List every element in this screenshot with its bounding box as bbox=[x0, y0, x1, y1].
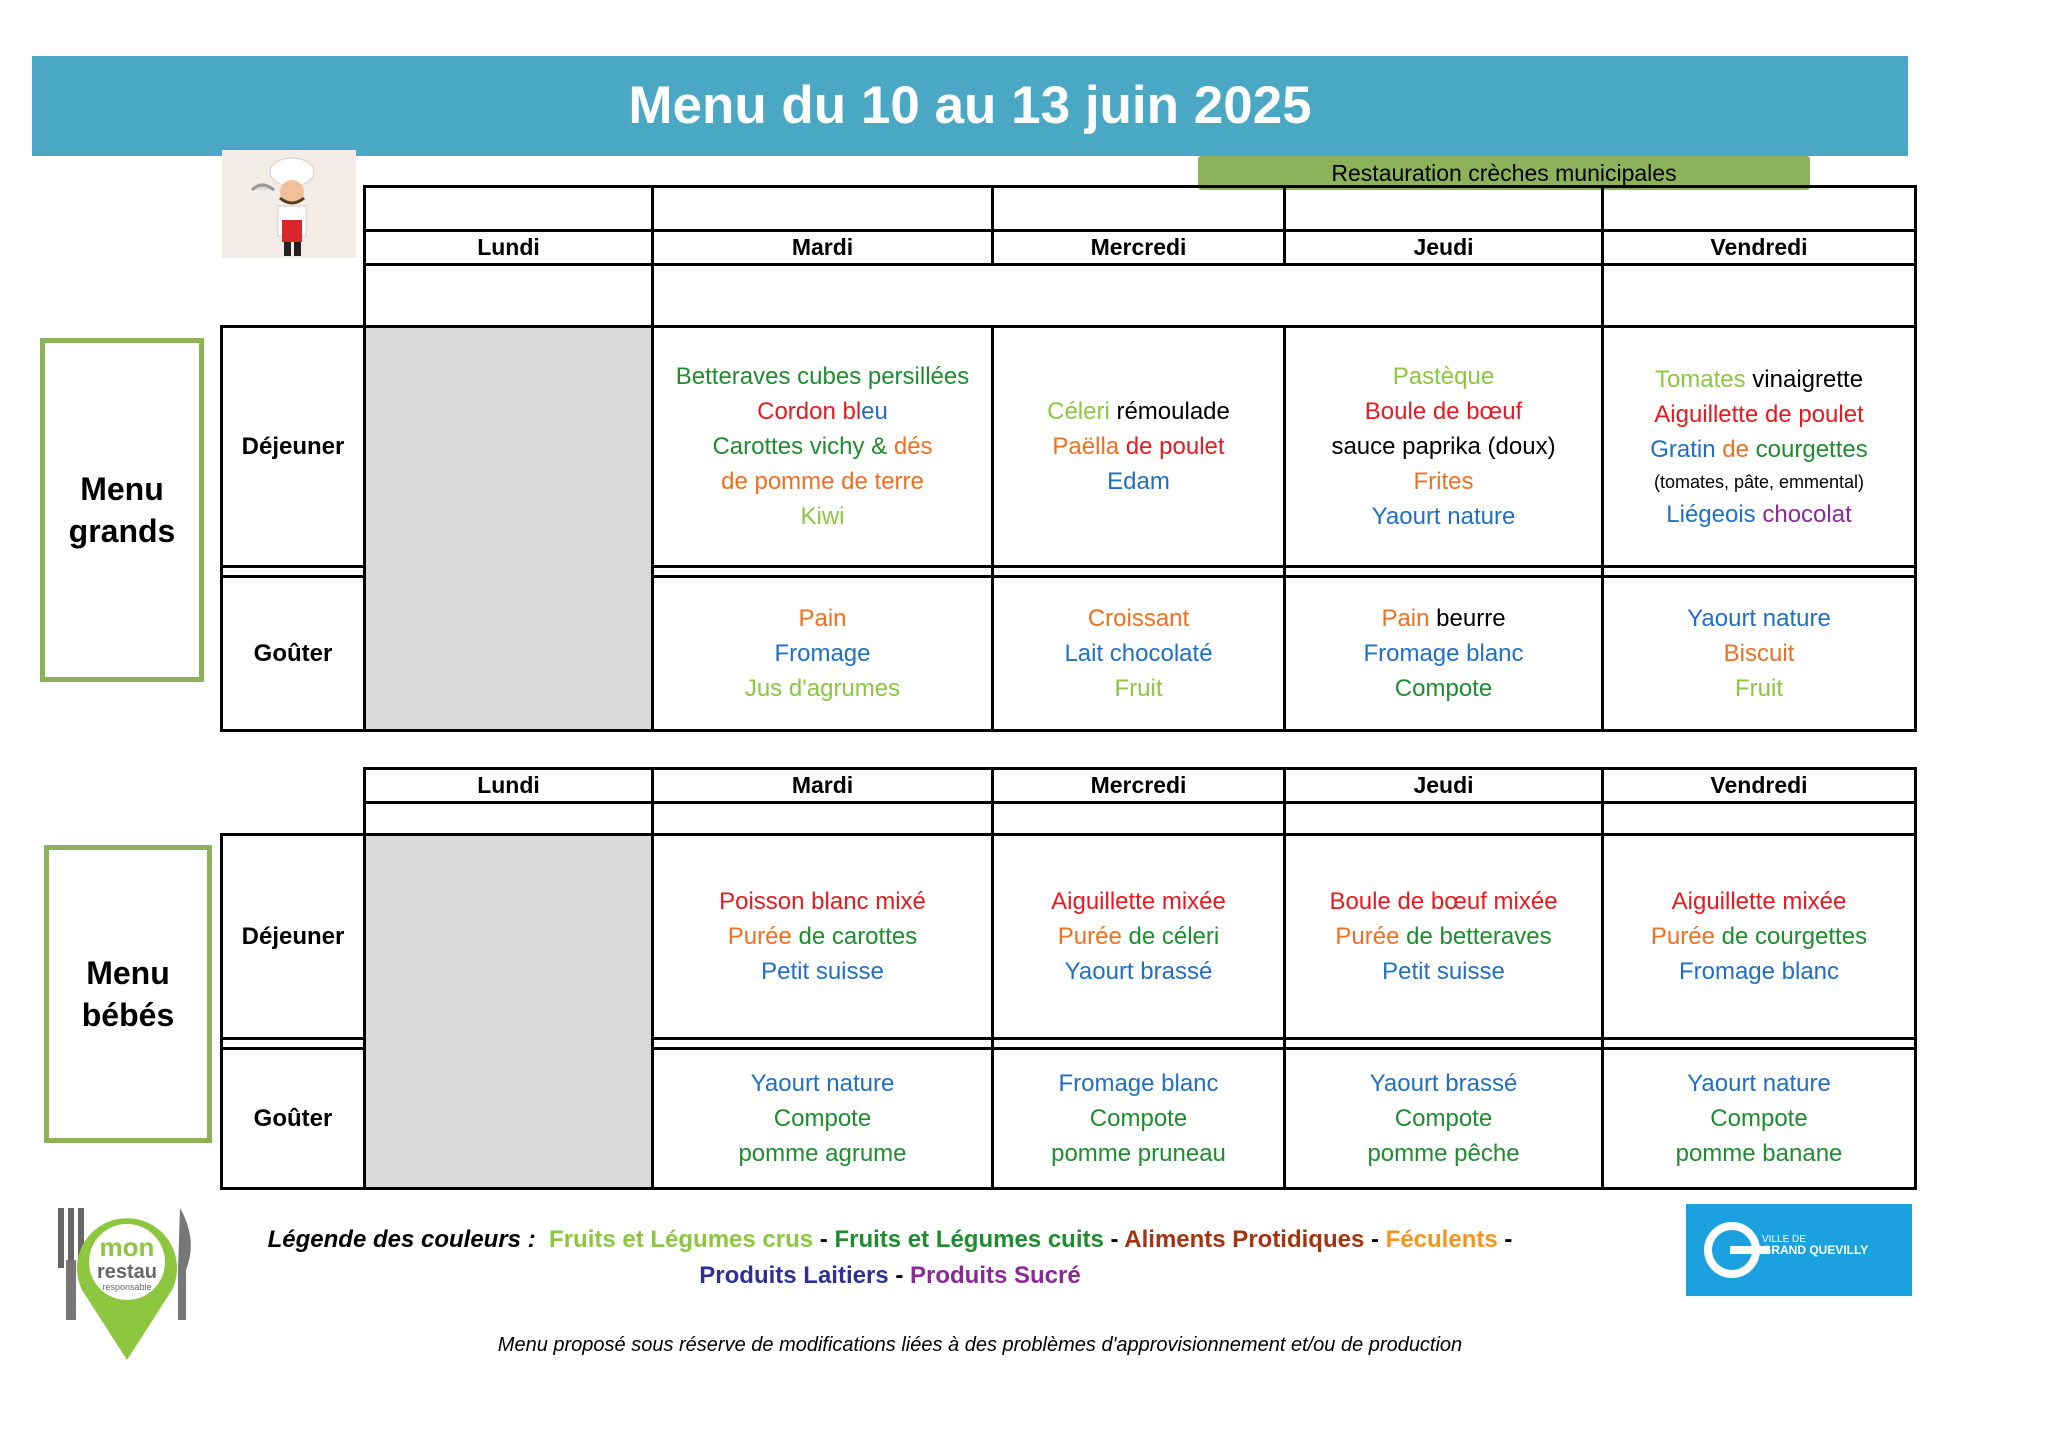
day-header: Vendredi bbox=[1603, 769, 1916, 803]
group-line-2: grands bbox=[68, 513, 176, 549]
menu-item-text: Aiguillette de poulet bbox=[1654, 400, 1864, 428]
closed-cell bbox=[365, 835, 653, 1189]
menu-item-text: Paëlla bbox=[1052, 433, 1120, 460]
menu-item-text: Yaourt brassé bbox=[1064, 958, 1213, 985]
menu-line bbox=[654, 464, 991, 499]
menu-item-text: Edam bbox=[1107, 468, 1170, 495]
day-header: Lundi bbox=[365, 231, 653, 265]
day-header: Mardi bbox=[653, 231, 993, 265]
menu-line bbox=[1604, 362, 1914, 397]
menu-line bbox=[1604, 497, 1914, 532]
mon-restau-logo bbox=[52, 1200, 202, 1370]
group-line-2: bébés bbox=[81, 997, 175, 1033]
closed-cell bbox=[365, 327, 653, 731]
menu-item-text: beurre bbox=[1429, 605, 1506, 632]
menu-item-text: Boule de bœuf bbox=[1364, 398, 1523, 425]
menu-line bbox=[654, 1136, 991, 1171]
menu-item-text: Fromage blanc bbox=[1678, 958, 1840, 985]
menu-item-text: Kiwi bbox=[800, 503, 845, 530]
menu-item-text: Poisson blanc mixé bbox=[719, 888, 926, 915]
menu-line bbox=[1604, 636, 1914, 671]
legend-sep: - bbox=[888, 1262, 910, 1289]
logo-word-restau: restau bbox=[96, 1261, 158, 1283]
menu-item-text: Yaourt nature bbox=[750, 1070, 895, 1097]
menu-line bbox=[994, 394, 1283, 429]
group-line-1: Menu bbox=[80, 471, 164, 507]
footnote: Menu proposé sous réserve de modifications liées à des problèmes d'approvisionnement et/ou de production bbox=[497, 1334, 1463, 1356]
menu-item-text: Petit suisse bbox=[1382, 958, 1505, 985]
legend-sep: - bbox=[1103, 1226, 1125, 1253]
menu-item-text: de courgettes bbox=[1714, 923, 1868, 950]
menu-item-text: Fromage blanc bbox=[1058, 1070, 1219, 1097]
menu-item-text: chocolat bbox=[1762, 500, 1852, 528]
day-header: Jeudi bbox=[1285, 231, 1603, 265]
menu-item-text: pomme pêche bbox=[1367, 1140, 1520, 1167]
menu-item-text: de carottes bbox=[791, 923, 918, 950]
menu-line bbox=[654, 394, 991, 429]
menu-line bbox=[1604, 601, 1914, 636]
menu-cell bbox=[993, 577, 1285, 731]
menu-item-text: Fromage blanc bbox=[1363, 640, 1524, 667]
menu-item-text: Betteraves cubes persillées bbox=[675, 363, 970, 390]
menu-cell bbox=[1603, 1049, 1916, 1189]
menu-item-text: courgettes bbox=[1755, 435, 1868, 463]
menu-item-text: Pain bbox=[1381, 605, 1430, 632]
logo-city-name: GRAND QUEVILLY bbox=[1762, 1243, 1869, 1257]
menu-item-text: Fruit bbox=[1735, 675, 1783, 702]
menu-line bbox=[654, 1066, 991, 1101]
logo-word-mon: mon bbox=[99, 1232, 155, 1262]
menu-cell bbox=[1285, 327, 1603, 567]
menu-line bbox=[654, 1101, 991, 1136]
menu-bebes-label bbox=[44, 845, 212, 1143]
menu-line bbox=[654, 636, 991, 671]
menu-line bbox=[1286, 429, 1601, 464]
menu-item-text: Cordon bl bbox=[757, 398, 862, 425]
menu-item-text: rémoulade bbox=[1109, 398, 1230, 425]
menu-line bbox=[654, 884, 991, 919]
menu-line bbox=[994, 884, 1283, 919]
menu-item-text: de céleri bbox=[1121, 923, 1220, 950]
menu-cell bbox=[653, 327, 993, 567]
menu-line bbox=[654, 954, 991, 989]
menu-item-text: dés bbox=[893, 433, 933, 460]
menu-cell bbox=[653, 835, 993, 1039]
menu-item-text: Compote bbox=[1089, 1105, 1188, 1132]
menu-line bbox=[994, 1136, 1283, 1171]
menu-cell bbox=[993, 327, 1285, 567]
menu-cell bbox=[653, 1049, 993, 1189]
menu-grands-label bbox=[40, 338, 204, 682]
menu-item-text: Céleri bbox=[1047, 398, 1110, 425]
menu-item-text: de poulet bbox=[1119, 433, 1225, 460]
logo-word-responsable: responsable bbox=[102, 1282, 152, 1292]
menu-cell bbox=[1603, 327, 1916, 567]
row-label-snack: Goûter bbox=[222, 1049, 365, 1189]
menu-item-text: Fromage bbox=[774, 640, 871, 667]
menu-line bbox=[1604, 467, 1914, 497]
menu-line bbox=[654, 359, 991, 394]
menu-item-text: sauce paprika (doux) bbox=[1331, 433, 1556, 460]
menu-line bbox=[1286, 954, 1601, 989]
menu-item-text: Purée bbox=[1057, 923, 1122, 950]
menu-item-text: Petit suisse bbox=[761, 958, 884, 985]
menu-item-text: de betteraves bbox=[1399, 923, 1552, 950]
legend-sep: - bbox=[1364, 1226, 1386, 1253]
menu-line bbox=[1604, 884, 1914, 919]
menu-item-text: Croissant bbox=[1087, 605, 1190, 632]
legend-raw: Fruits et Légumes crus bbox=[549, 1226, 814, 1253]
menu-item-text: Pastèque bbox=[1392, 363, 1495, 390]
menu-line bbox=[1286, 464, 1601, 499]
menu-line bbox=[1286, 884, 1601, 919]
day-header: Mercredi bbox=[993, 769, 1285, 803]
menu-item-text: Fruit bbox=[1114, 675, 1163, 702]
menu-cell bbox=[1285, 1049, 1603, 1189]
menu-grands-table bbox=[220, 185, 1917, 732]
menu-line bbox=[654, 919, 991, 954]
menu-line bbox=[994, 1066, 1283, 1101]
menu-line bbox=[1604, 1101, 1914, 1136]
menu-line bbox=[654, 601, 991, 636]
menu-line bbox=[1286, 636, 1601, 671]
day-header: Jeudi bbox=[1285, 769, 1603, 803]
menu-item-text: Liégeois bbox=[1666, 500, 1763, 528]
day-header: Mardi bbox=[653, 769, 993, 803]
legend-sep: - bbox=[813, 1226, 835, 1253]
menu-line bbox=[994, 601, 1283, 636]
legend-label: Légende des couleurs : bbox=[267, 1226, 536, 1253]
menu-cell bbox=[1285, 835, 1603, 1039]
menu-line bbox=[1286, 499, 1601, 534]
menu-cell bbox=[993, 835, 1285, 1039]
menu-bebes-table bbox=[220, 767, 1917, 1190]
menu-item-text: Compote bbox=[773, 1105, 872, 1132]
menu-item-text: Pain bbox=[798, 605, 847, 632]
menu-line bbox=[994, 429, 1283, 464]
menu-line bbox=[1604, 954, 1914, 989]
legend-cooked: Fruits et Légumes cuits bbox=[834, 1226, 1104, 1253]
menu-cell bbox=[993, 1049, 1285, 1189]
menu-line bbox=[1604, 432, 1914, 467]
day-header: Lundi bbox=[365, 769, 653, 803]
menu-line bbox=[654, 671, 991, 706]
menu-item-text: Yaourt brassé bbox=[1369, 1070, 1518, 1097]
menu-cell bbox=[1603, 835, 1916, 1039]
group-line-1: Menu bbox=[86, 955, 170, 991]
menu-item-text: pomme pruneau bbox=[1051, 1140, 1226, 1167]
menu-line bbox=[1604, 1066, 1914, 1101]
menu-line bbox=[654, 499, 991, 534]
menu-item-text: Aiguillette mixée bbox=[1671, 888, 1847, 915]
menu-line bbox=[1604, 397, 1914, 432]
grand-quevilly-logo bbox=[1686, 1204, 1912, 1296]
row-label-lunch: Déjeuner bbox=[222, 327, 365, 567]
menu-line bbox=[1286, 1136, 1601, 1171]
menu-line bbox=[1286, 1066, 1601, 1101]
menu-line bbox=[1604, 671, 1914, 706]
menu-line bbox=[994, 919, 1283, 954]
legend-protein: Aliments Protidiques bbox=[1124, 1226, 1365, 1253]
menu-line bbox=[994, 464, 1283, 499]
color-legend bbox=[200, 1222, 1580, 1294]
menu-item-text: pomme agrume bbox=[738, 1140, 907, 1167]
menu-line bbox=[994, 1101, 1283, 1136]
menu-line bbox=[994, 636, 1283, 671]
day-header: Mercredi bbox=[993, 231, 1285, 265]
row-label-lunch: Déjeuner bbox=[222, 835, 365, 1039]
menu-line bbox=[1286, 1101, 1601, 1136]
row-label-snack: Goûter bbox=[222, 577, 365, 731]
logo-ville-de: VILLE DE bbox=[1762, 1234, 1806, 1245]
day-header: Vendredi bbox=[1603, 231, 1916, 265]
page-title: Menu du 10 au 13 juin 2025 bbox=[32, 56, 1908, 156]
menu-item-text: Carottes vichy & bbox=[712, 433, 894, 460]
menu-cell bbox=[653, 577, 993, 731]
menu-item-text: Tomates bbox=[1654, 365, 1746, 393]
legend-sep: - bbox=[1497, 1226, 1513, 1253]
menu-item-text: de bbox=[1722, 435, 1756, 463]
menu-cell bbox=[1285, 577, 1603, 731]
menu-item-text: de pomme de terre bbox=[721, 468, 924, 495]
menu-item-text: Gratin bbox=[1650, 435, 1723, 463]
menu-item-text: Lait chocolaté bbox=[1064, 640, 1213, 667]
menu-line bbox=[1286, 601, 1601, 636]
menu-item-text: vinaigrette bbox=[1745, 365, 1864, 393]
menu-item-text: Compote bbox=[1394, 1105, 1493, 1132]
menu-item-text: Biscuit bbox=[1723, 640, 1795, 667]
menu-line bbox=[1286, 359, 1601, 394]
menu-item-text: Boule de bœuf mixée bbox=[1329, 888, 1558, 915]
menu-line bbox=[994, 671, 1283, 706]
menu-item-text: Yaourt nature bbox=[1371, 503, 1516, 530]
menu-item-text: Compote bbox=[1394, 675, 1493, 702]
menu-item-text: Yaourt nature bbox=[1687, 1070, 1831, 1097]
menu-item-text: Purée bbox=[1335, 923, 1400, 950]
restaurant-tag: Restauration crèches municipales bbox=[1198, 156, 1810, 190]
legend-dairy: Produits Laitiers bbox=[699, 1262, 889, 1289]
menu-item-text: (tomates, pâte, emmental) bbox=[1653, 471, 1865, 492]
legend-starch: Féculents bbox=[1385, 1226, 1498, 1253]
menu-line bbox=[1286, 919, 1601, 954]
menu-item-text: Aiguillette mixée bbox=[1051, 888, 1226, 915]
menu-cell bbox=[1603, 577, 1916, 731]
menu-item-text: Purée bbox=[727, 923, 792, 950]
menu-line bbox=[994, 954, 1283, 989]
menu-line bbox=[654, 429, 991, 464]
legend-sugar: Produits Sucré bbox=[909, 1262, 1081, 1289]
menu-line bbox=[1604, 1136, 1914, 1171]
menu-line bbox=[1286, 394, 1601, 429]
menu-item-text: Frites bbox=[1413, 468, 1474, 495]
menu-item-text: Yaourt nature bbox=[1687, 605, 1831, 632]
menu-line bbox=[1286, 671, 1601, 706]
menu-item-text: Purée bbox=[1650, 923, 1715, 950]
menu-item-text: pomme banane bbox=[1675, 1140, 1843, 1167]
menu-item-text: Jus d'agrumes bbox=[744, 675, 901, 702]
menu-item-text: eu bbox=[861, 398, 888, 425]
menu-line bbox=[1604, 919, 1914, 954]
menu-item-text: Compote bbox=[1710, 1105, 1808, 1132]
